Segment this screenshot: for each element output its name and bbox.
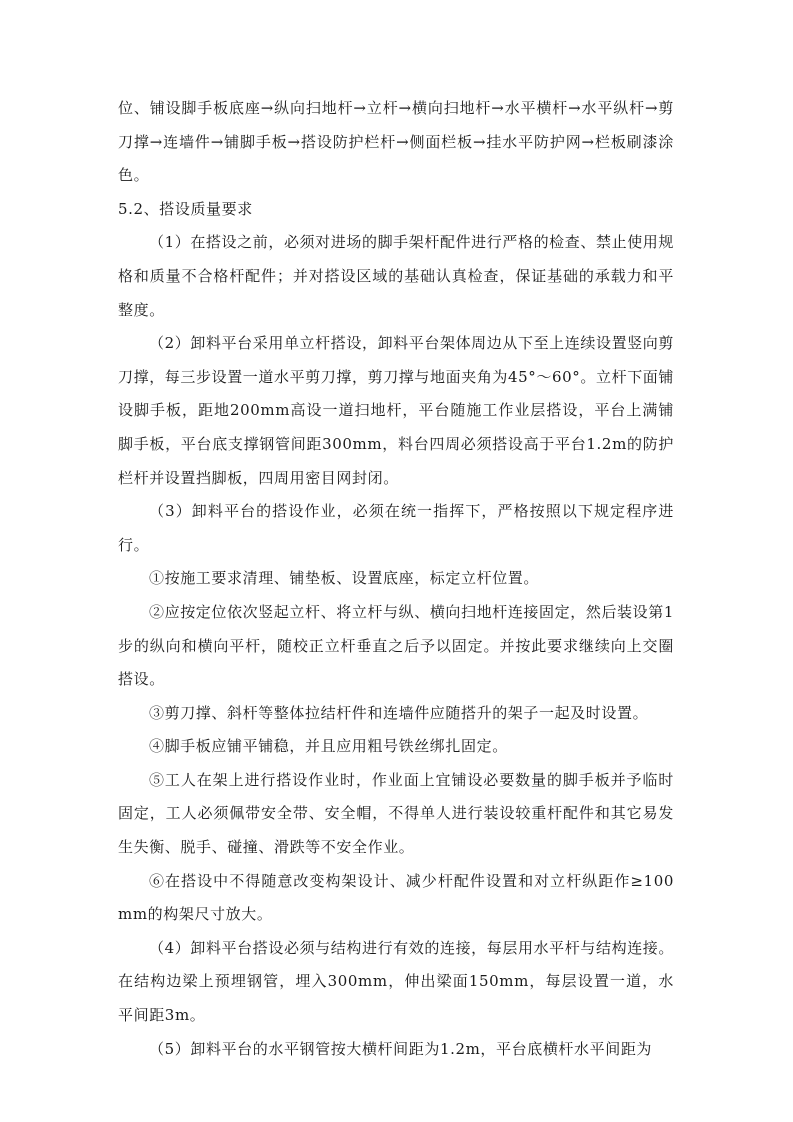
list-item-4: ④脚手板应铺平铺稳，并且应用粗号铁丝绑扎固定。 bbox=[149, 737, 508, 756]
list-item-6: ⑥在搭设中不得随意改变构架设计、减少杆配件设置和对立杆纵距作≥100mm的构架尺寸放大。 bbox=[118, 871, 674, 924]
list-item-2: ②应按定位依次竖起立杆、将立杆与纵、横向扫地杆连接固定，然后装设第1步的纵向和横向平杆，随校正立杆垂直之后予以固定。并按此要求继续向上交圈搭设。 bbox=[118, 602, 674, 689]
list-item-3: ③剪刀撑、斜杆等整体拉结杆件和连墙件应随搭升的架子一起及时设置。 bbox=[149, 703, 649, 722]
paragraph-3: （3）卸料平台的搭设作业，必须在统一指挥下，严格按照以下规定程序进行。 bbox=[118, 502, 674, 554]
paragraph-4: （4）卸料平台搭设必须与结构进行有效的连接，每层用水平杆与结构连接。在结构边梁上预埋钢管，埋入300mm，伸出梁面150mm，每层设置一道，水平间距3m。 bbox=[118, 938, 674, 1025]
document-page bbox=[118, 92, 674, 1066]
list-item-1: ①按施工要求清理、铺垫板、设置底座，标定立杆位置。 bbox=[149, 569, 540, 588]
section-heading-5-2: 5.2、搭设质量要求 bbox=[118, 199, 253, 218]
paragraph-1: （1）在搭设之前，必须对进场的脚手架杆配件进行严格的检查、禁止使用规格和质量不合格杆配件；并对搭设区域的基础认真检查，保证基础的承载力和平整度。 bbox=[118, 233, 674, 319]
continuation-paragraph: 位、铺设脚手板底座→纵向扫地杆→立杆→横向扫地杆→水平横杆→水平纵杆→剪刀撑→连墙件→铺脚手板→搭设防护栏杆→侧面栏板→挂水平防护网→栏板刷漆涂色。 bbox=[118, 99, 674, 185]
list-item-5: ⑤工人在架上进行搭设作业时，作业面上宜铺设必要数量的脚手板并予临时固定，工人必须佩带安全带、安全帽，不得单人进行装设较重杆配件和其它易发生失衡、脱手、碰撞、滑跌等不安全作业。 bbox=[118, 770, 674, 857]
paragraph-2: （2）卸料平台采用单立杆搭设，卸料平台架体周边从下至上连续设置竖向剪刀撑，每三步设置一道水平剪刀撑，剪刀撑与地面夹角为45°～60°。立杆下面铺设脚手板，距地200mm高设一道扫地杆，平台随施工作业层搭设，平台上满铺脚手板，平台底支撑钢管间距300mm，料台四周必须搭设高于平台1.2m的防护栏杆并设置挡脚板，四周用密目网封闭。 bbox=[118, 334, 674, 487]
paragraph-5: （5）卸料平台的水平钢管按大横杆间距为1.2m，平台底横杆水平间距为 bbox=[149, 1039, 653, 1058]
